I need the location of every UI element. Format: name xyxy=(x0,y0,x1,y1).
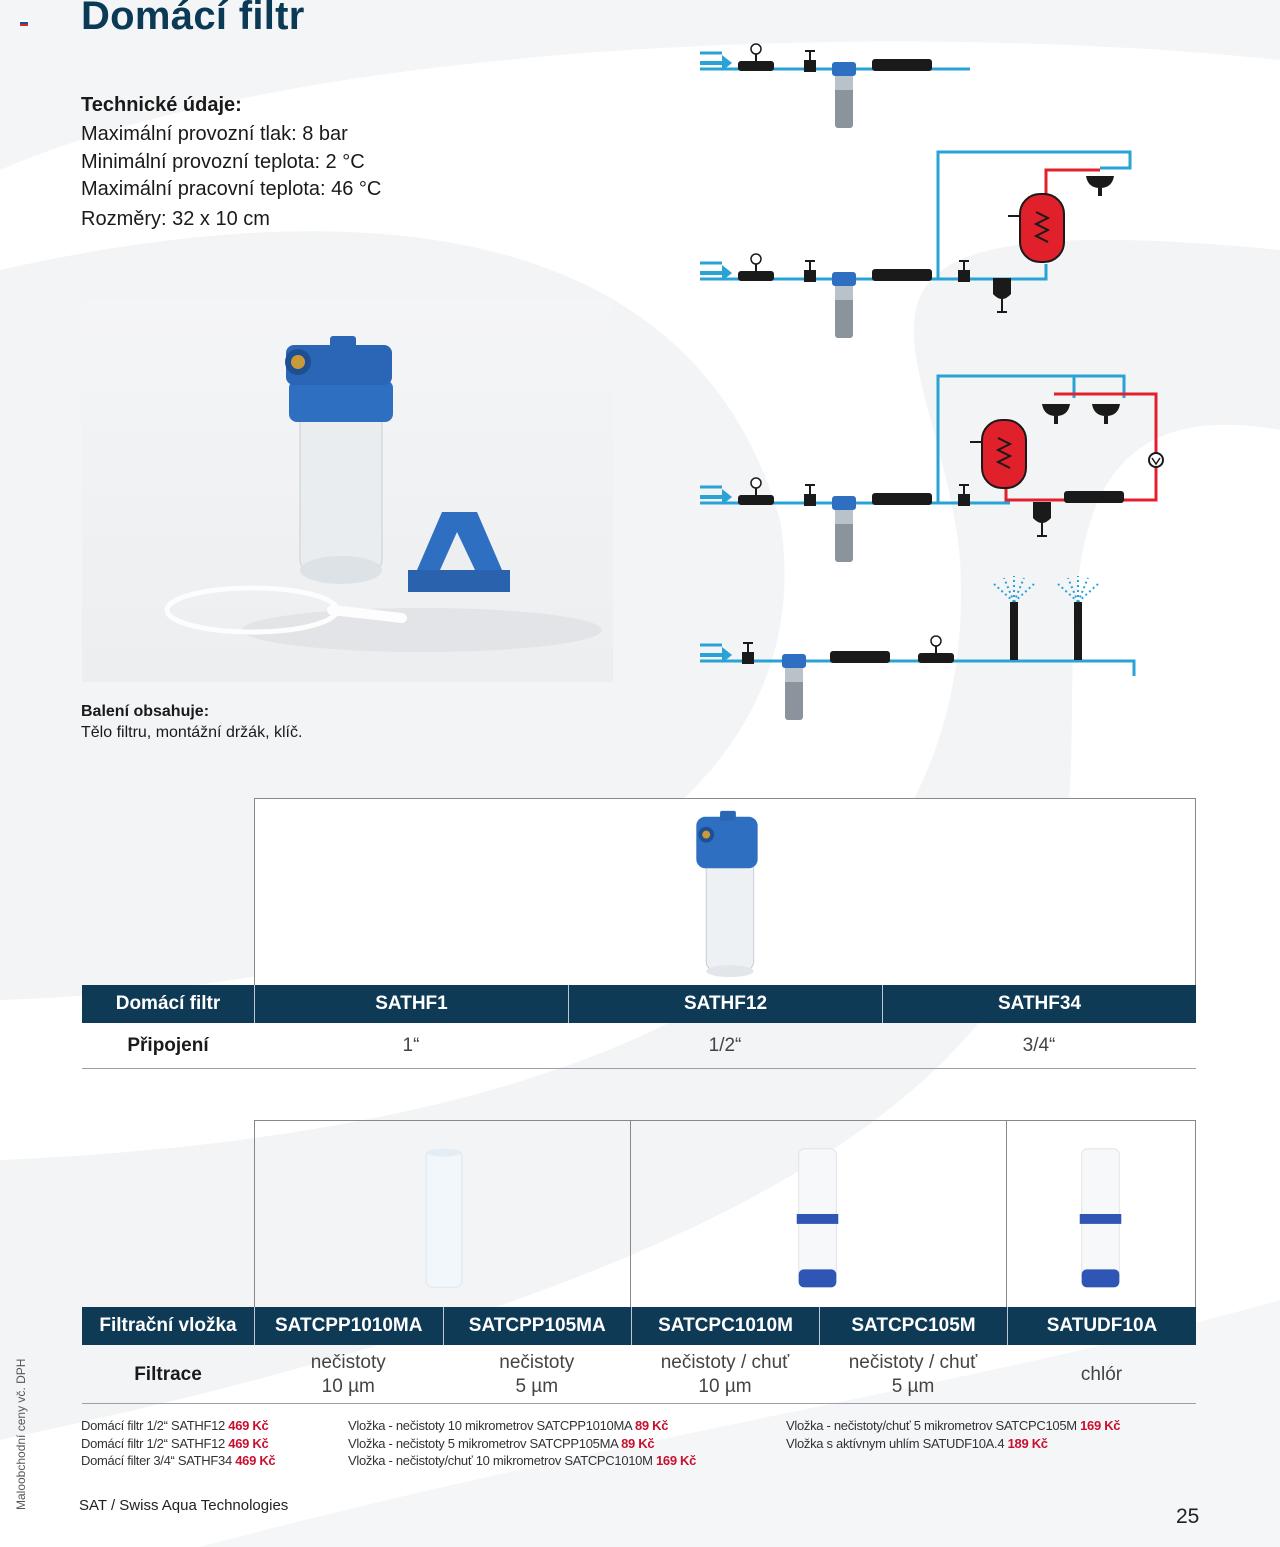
spec-max-pressure: Maximální provozní tlak: 8 bar xyxy=(81,123,348,145)
cartridge-model-5: SATUDF10A xyxy=(1007,1307,1196,1345)
filtration-size: 5 µm xyxy=(515,1375,559,1397)
connection-value-1: 1“ xyxy=(402,1034,420,1056)
price-list-col1 xyxy=(81,1417,275,1470)
filtration-value-5 xyxy=(1007,1346,1196,1403)
specs-heading: Technické údaje: xyxy=(81,94,242,116)
filtration-type: chlór xyxy=(1080,1363,1123,1385)
package-contents xyxy=(81,703,581,742)
cartridge-filtration-row xyxy=(82,1346,1196,1404)
spec-min-temp: Minimální provozní teplota: 2 °C xyxy=(81,150,365,173)
price-line: Vložka s aktívnym uhlím SATUDF10A.4 189 Kč xyxy=(786,1435,1048,1451)
diagram-circulation xyxy=(700,376,1163,562)
spec-dimensions: Rozměry: 32 x 10 cm xyxy=(81,207,270,230)
filter-housing-image xyxy=(255,799,1195,985)
filter-model-sathf1: SATHF1 xyxy=(254,985,568,1023)
filtration-size: 5 µm xyxy=(891,1375,935,1397)
language-flag-icon xyxy=(20,20,28,26)
connection-value-3: 3/4“ xyxy=(1022,1034,1056,1056)
filtration-value-2 xyxy=(443,1346,632,1403)
diagram-boiler xyxy=(700,152,1130,338)
cartridge-image-cpc xyxy=(631,1120,1007,1308)
cartridge-table-header xyxy=(82,1307,1196,1345)
page-title: Domácí filtr xyxy=(81,0,305,38)
cartridge-model-3: SATCPC1010M xyxy=(631,1307,819,1345)
filtration-value-4 xyxy=(819,1346,1007,1403)
filtration-type: nečistoty xyxy=(310,1351,386,1373)
filtration-type: nečistoty / chuť xyxy=(848,1351,978,1373)
filter-connection-row xyxy=(82,1023,1196,1069)
filter-model-sathf34: SATHF34 xyxy=(882,985,1196,1023)
filtration-value-1 xyxy=(254,1346,443,1403)
price-line: Domácí filter 3/4“ SATHF34 469 Kč xyxy=(81,1453,276,1468)
diagram-irrigation xyxy=(700,576,1134,720)
installation-diagrams xyxy=(690,30,1170,750)
price-line: Vložka - nečistoty/chuť 5 mikrometrov SATCPC105M 169 Kč xyxy=(786,1418,1121,1433)
cartridge-image-panel xyxy=(254,1120,1196,1308)
filtration-type: nečistoty xyxy=(499,1351,575,1373)
cartridge-header-label: Filtrační vložka xyxy=(99,1315,237,1336)
package-text: Tělo filtru, montážní držák, klíč. xyxy=(81,724,303,741)
filtration-label: Filtrace xyxy=(134,1363,202,1385)
package-heading: Balení obsahuje: xyxy=(81,703,210,720)
connection-value-2: 1/2“ xyxy=(708,1034,742,1056)
price-line: Vložka - nečistoty 5 mikrometrov SATCPP105MA 89 Kč xyxy=(348,1435,655,1451)
filter-header-label: Domácí filtr xyxy=(115,993,221,1014)
cartridge-model-1: SATCPP1010MA xyxy=(254,1307,443,1345)
diagram-basic xyxy=(700,44,970,128)
price-line: Vložka - nečistoty/chuť 10 mikrometrov SATCPC1010M 169 Kč xyxy=(348,1453,697,1468)
filter-image-panel xyxy=(254,798,1196,986)
filtration-value-3 xyxy=(631,1346,819,1403)
price-list-col3 xyxy=(786,1417,1120,1452)
cartridge-model-4: SATCPC105M xyxy=(819,1307,1007,1345)
filtration-size: 10 µm xyxy=(321,1375,375,1397)
page-number: 25 xyxy=(1176,1505,1200,1528)
cartridge-model-2: SATCPP105MA xyxy=(443,1307,632,1345)
product-photo xyxy=(82,300,613,682)
connection-label: Připojení xyxy=(127,1034,209,1056)
technical-specs xyxy=(81,94,501,233)
filtration-size: 10 µm xyxy=(698,1375,752,1397)
price-line: Vložka - nečistoty 10 mikrometrov SATCPP1010MA 89 Kč xyxy=(348,1418,669,1433)
price-list-col2 xyxy=(348,1417,696,1470)
cartridge-image-pp xyxy=(254,1120,631,1308)
footer-brand: SAT / Swiss Aqua Technologies xyxy=(79,1497,289,1514)
filter-table-header xyxy=(82,985,1196,1023)
price-line: Domácí filtr 1/2“ SATHF12 469 Kč xyxy=(81,1418,269,1433)
spec-max-temp: Maximální pracovní teplota: 46 °C xyxy=(81,178,382,200)
price-line: Domácí filtr 1/2“ SATHF12 469 Kč xyxy=(81,1435,269,1451)
cartridge-image-udf xyxy=(1007,1120,1196,1308)
filtration-type: nečistoty / chuť xyxy=(660,1351,790,1373)
retail-price-note: Maloobchodní ceny vč. DPH xyxy=(14,1358,28,1510)
filter-model-sathf12: SATHF12 xyxy=(568,985,882,1023)
